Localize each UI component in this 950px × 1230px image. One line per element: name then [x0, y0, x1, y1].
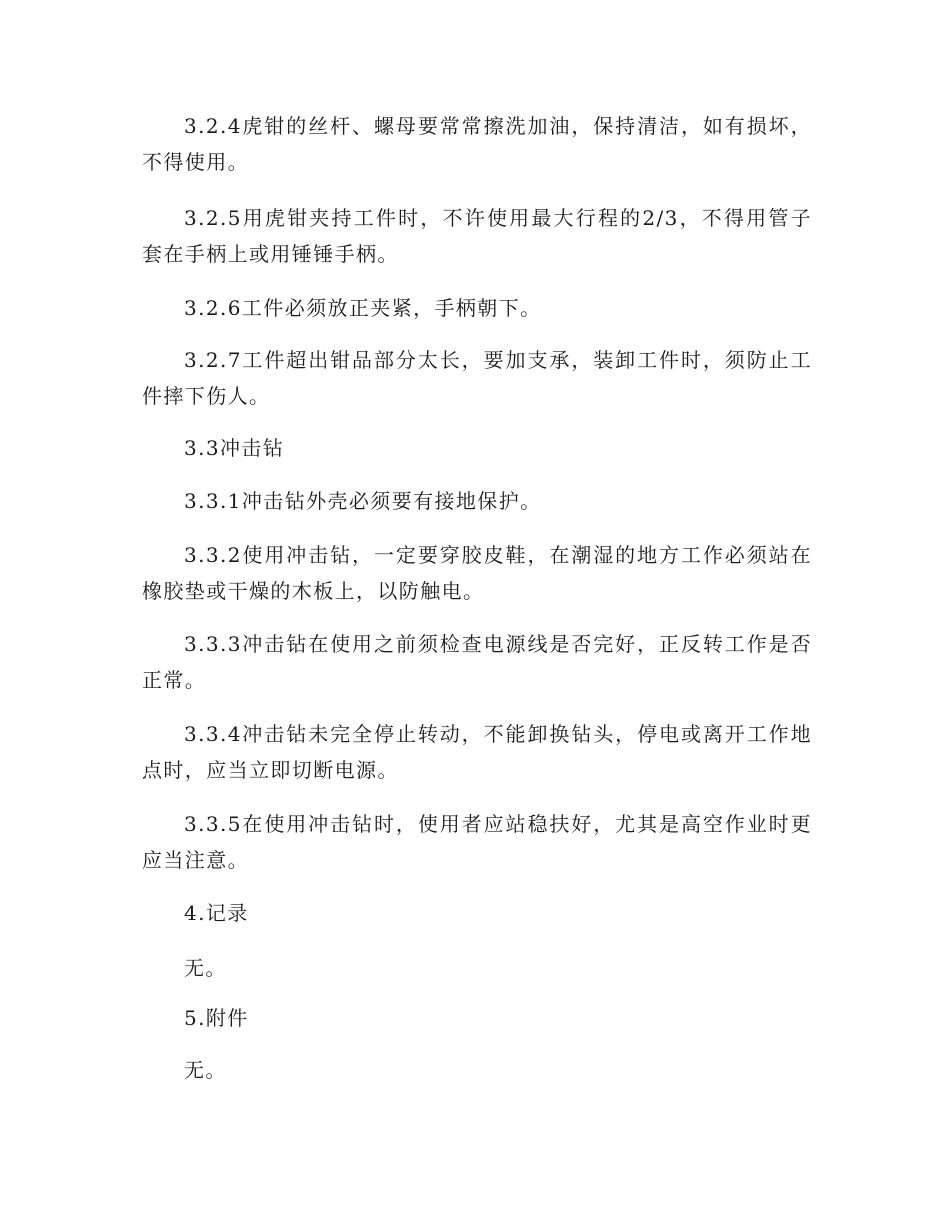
section-heading-records: 4.记录 [184, 901, 249, 925]
paragraph-3-2-6: 3.2.6工件必须放正夹紧，手柄朝下。 [184, 296, 542, 320]
paragraph-3-3-3: 3.3.3冲击钻在使用之前须检查电源线是否完好，正反转工作是否正常。 [142, 632, 812, 692]
section-heading-attachments: 5.附件 [184, 1006, 249, 1030]
attachments-content: 无。 [184, 1058, 227, 1082]
paragraph-3-2-4: 3.2.4虎钳的丝杆、螺母要常常擦洗加油，保持清洁，如有损坏，不得使用。 [142, 114, 812, 174]
records-content: 无。 [184, 956, 227, 980]
section-heading-3-3: 3.3冲击钻 [184, 436, 285, 460]
paragraph-3-3-1: 3.3.1冲击钻外壳必须要有接地保护。 [184, 489, 542, 513]
paragraph-3-2-7: 3.2.7工件超出钳品部分太长，要加支承，装卸工件时，须防止工件摔下伤人。 [142, 348, 812, 408]
paragraph-3-3-4: 3.3.4冲击钻未完全停止转动，不能卸换钻头，停电或离开工作地点时，应当立即切断电源。 [142, 722, 812, 782]
paragraph-3-3-5: 3.3.5在使用冲击钻时，使用者应站稳扶好，尤其是高空作业时更应当注意。 [142, 812, 812, 872]
paragraph-3-2-5: 3.2.5用虎钳夹持工件时，不许使用最大行程的2/3，不得用管子套在手柄上或用锤锤手柄。 [142, 206, 812, 266]
paragraph-3-3-2: 3.3.2使用冲击钻，一定要穿胶皮鞋，在潮湿的地方工作必须站在橡胶垫或干燥的木板上，以防触电。 [142, 543, 812, 603]
